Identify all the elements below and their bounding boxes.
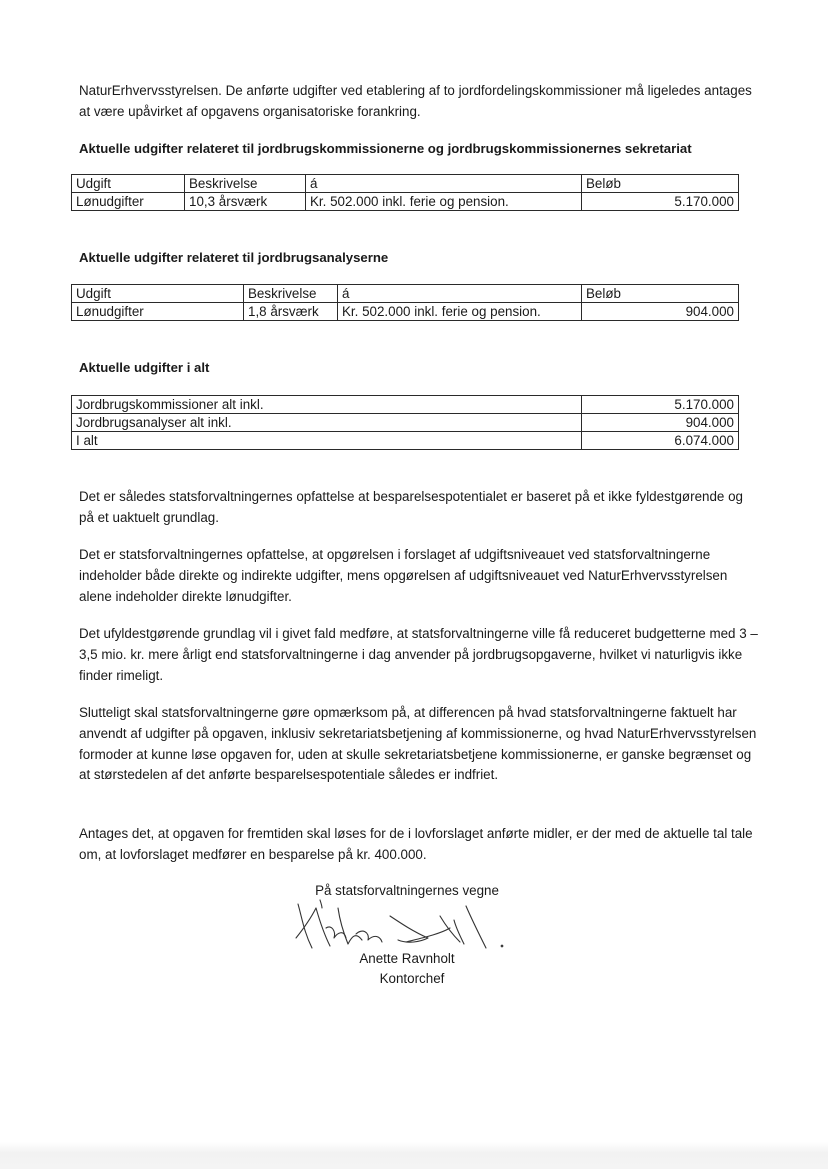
header-cell: Udgift	[72, 285, 244, 303]
header-cell: á	[338, 285, 582, 303]
table-cell: I alt	[72, 432, 582, 450]
signer-name: Anette Ravnholt	[359, 951, 455, 966]
section3-heading: Aktuelle udgifter i alt	[79, 360, 210, 375]
amount-cell: 904.000	[582, 303, 739, 321]
body-paragraph: Det er statsforvaltningernes opfattelse, at opgørelsen i forslaget af udgiftsniveauet ved statsforvaltningerne indeholder både direkte og indirekte udgifter, mens opgørelsen af udgiftsniveauet ved NaturErhvervsstyrelsen alene indeholder direkte lønudgifter.	[79, 547, 728, 604]
header-cell: á	[306, 175, 582, 193]
table-cell: Lønudgifter	[72, 303, 244, 321]
section1-heading: Aktuelle udgifter relateret til jordbrugskommissionerne og jordbrugskommissionernes sekretariat	[79, 141, 692, 156]
table-row	[72, 432, 739, 450]
table-cell: Kr. 502.000 inkl. ferie og pension.	[338, 303, 582, 321]
section2-heading: Aktuelle udgifter relateret til jordbrugsanalyserne	[79, 250, 389, 265]
scan-bottom-edge	[0, 1142, 828, 1169]
table-row	[72, 396, 739, 414]
amount-cell: 5.170.000	[582, 193, 739, 211]
header-cell: Udgift	[72, 175, 185, 193]
table-row	[72, 303, 739, 321]
section1-table	[71, 174, 739, 211]
table-cell: Jordbrugsanalyser alt inkl.	[72, 414, 582, 432]
table-cell: Lønudgifter	[72, 193, 185, 211]
body-paragraph: Det er således statsforvaltningernes opfattelse at besparelsespotentialet er baseret på et ikke fyldestgørende og på et uaktuelt grundlag.	[79, 489, 743, 525]
totals-table	[71, 395, 739, 450]
table-cell: 1,8 årsværk	[244, 303, 338, 321]
body-paragraph: Det ufyldestgørende grundlag vil i givet fald medføre, at statsforvaltningerne ville få reduceret budgetterne med 3 – 3,5 mio. kr. mere årligt end statsforvaltningerne i dag anvender på jordbrugsopgaverne, hvilket vi naturligvis ikke finder rimeligt.	[79, 626, 758, 683]
amount-cell: 6.074.000	[582, 432, 739, 450]
header-cell: Beskrivelse	[244, 285, 338, 303]
header-cell: Beløb	[582, 285, 739, 303]
table-row	[72, 414, 739, 432]
table-cell: 10,3 årsværk	[185, 193, 306, 211]
intro-paragraph: NaturErhvervsstyrelsen. De anførte udgifter ved etablering af to jordfordelingskommissioner må ligeledes antages at være upåvirket af opgavens organisatoriske forankring.	[79, 83, 752, 119]
header-cell: Beskrivelse	[185, 175, 306, 193]
body-paragraph: Antages det, at opgaven for fremtiden skal løses for de i lovforslaget anførte midler, er der med de aktuelle tal tale om, at lovforslaget medfører en besparelse på kr. 400.000.	[79, 826, 753, 862]
table-header-row	[72, 285, 739, 303]
on-behalf-line: På statsforvaltningernes vegne	[315, 883, 499, 898]
table-row	[72, 193, 739, 211]
amount-cell: 904.000	[582, 414, 739, 432]
body-paragraph: Slutteligt skal statsforvaltningerne gøre opmærksom på, at differencen på hvad statsforvaltningerne faktuelt har anvendt af udgifter på opgaven, inklusiv sekretariatsbetjening af kommissionerne, og hvad NaturErhvervsstyrelsen formoder at kunne løse opgaven for, uden at skulle sekretariatsbetjene kommissionerne, er ganske begrænset og at størstedelen af det anførte besparelsespotentiale således er indfriet.	[79, 705, 757, 783]
table-cell: Jordbrugskommissioner alt inkl.	[72, 396, 582, 414]
amount-cell: 5.170.000	[582, 396, 739, 414]
signer-title: Kontorchef	[379, 971, 445, 986]
table-cell: Kr. 502.000 inkl. ferie og pension.	[306, 193, 582, 211]
table-header-row	[72, 175, 739, 193]
section2-table	[71, 284, 739, 321]
header-cell: Beløb	[582, 175, 739, 193]
